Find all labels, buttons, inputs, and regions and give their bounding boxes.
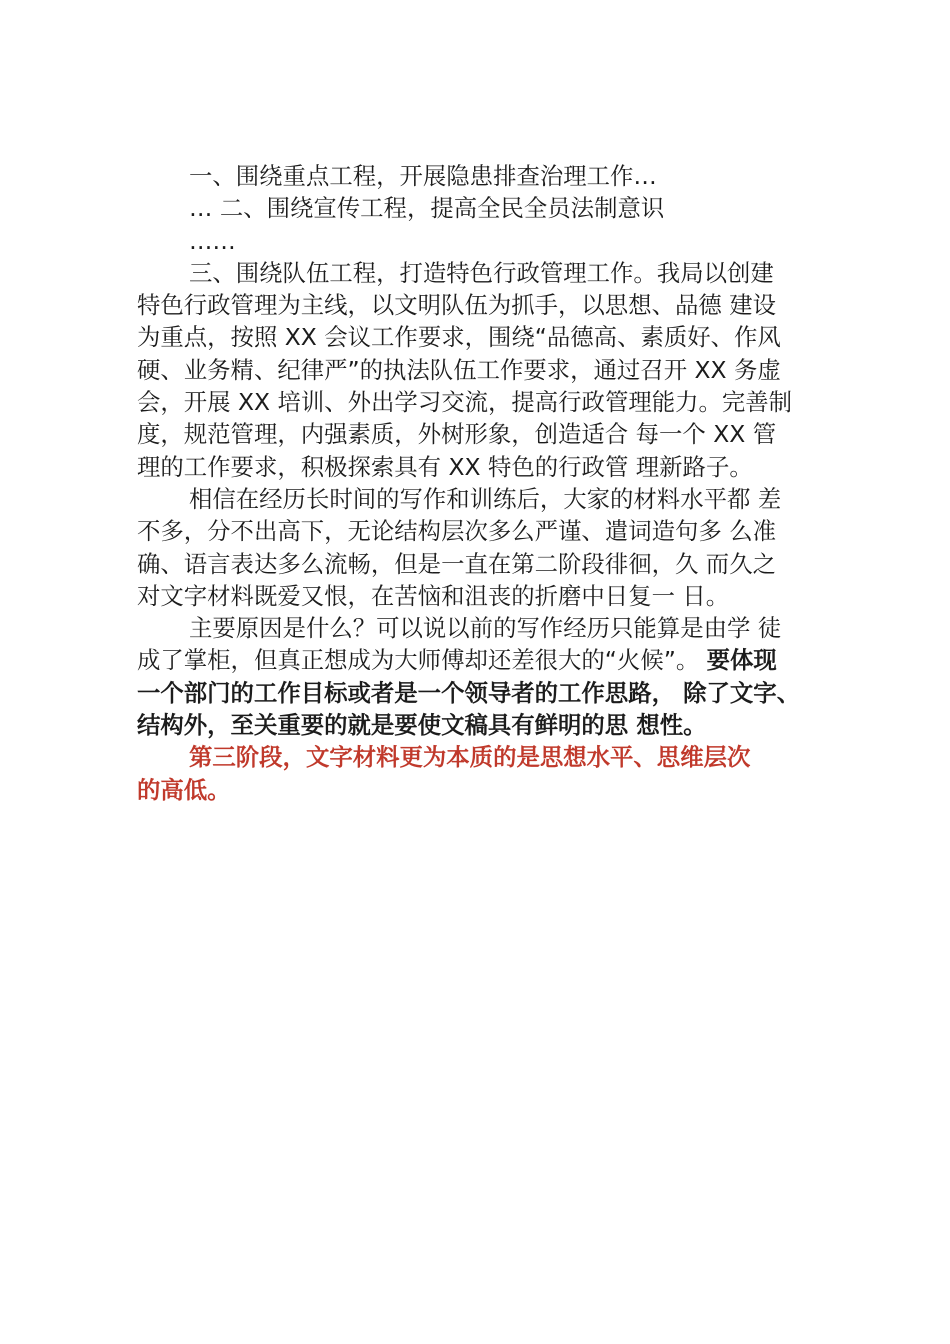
paragraph-line: 会，开展 XX 培训、外出学习交流，提高行政管理能力。完善制 (137, 388, 793, 417)
paragraph-6-highlight (137, 741, 853, 806)
paragraph-line: 理的工作要求，积极探索具有 XX 特色的行政管 理新路子。 (137, 452, 753, 481)
paragraph-line-bold: 一个部门的工作目标或者是一个领导者的工作思路， 除了文字、 (137, 678, 801, 707)
paragraph-5 (137, 612, 853, 741)
document-page (137, 160, 853, 806)
paragraph-line-mixed (137, 644, 853, 676)
paragraph-line: 确、语言表达多么流畅，但是一直在第二阶段徘徊，久 而久之 (137, 549, 776, 578)
paragraph-line: 不多，分不出高下，无论结构层次多么严谨、遣词造句多 么准 (137, 517, 776, 546)
paragraph-line: 为重点，按照 XX 会议工作要求，围绕“品德高、素质好、作风 (137, 323, 781, 352)
paragraph-line: 主要原因是什么？可以说以前的写作经历只能算是由学 徒 (189, 614, 782, 643)
normal-text: 成了掌柜，但真正想成为大师傅却还差很大的“火候”。 (137, 646, 707, 675)
highlight-line: 第三阶段，文字材料更为本质的是思想水平、思维层次 (189, 743, 751, 772)
paragraph-line: 对文字材料既爱又恨，在苦恼和沮丧的折磨中日复一 日。 (137, 581, 730, 610)
paragraph-line: … 二、围绕宣传工程，提高全民全员法制意识 (189, 194, 665, 223)
paragraph-line: 三、围绕队伍工程，打造特色行政管理工作。我局以创建 (189, 258, 774, 287)
paragraph-line: 度，规范管理，内强素质，外树形象，创造适合 每一个 XX 管 (137, 420, 777, 449)
paragraph-3 (137, 257, 853, 483)
paragraph-4 (137, 483, 853, 612)
paragraph-line: 特色行政管理为主线，以文明队伍为抓手，以思想、品德 建设 (137, 291, 776, 320)
bold-text: 要体现 (706, 646, 777, 675)
paragraph-1 (137, 160, 853, 192)
paragraph-line: …… (189, 226, 236, 255)
paragraph-line-bold: 结构外，至关重要的就是要使文稿具有鲜明的思 想性。 (137, 711, 707, 740)
paragraph-2 (137, 192, 853, 257)
paragraph-line: 硬、业务精、纪律严”的执法队伍工作要求，通过召开 XX 务虚 (137, 355, 781, 384)
highlight-line: 的高低。 (137, 775, 231, 804)
paragraph-line: 相信在经历长时间的写作和训练后，大家的材料水平都 差 (189, 484, 782, 513)
paragraph-line: 一、围绕重点工程，开展隐患排查治理工作… (189, 162, 657, 190)
